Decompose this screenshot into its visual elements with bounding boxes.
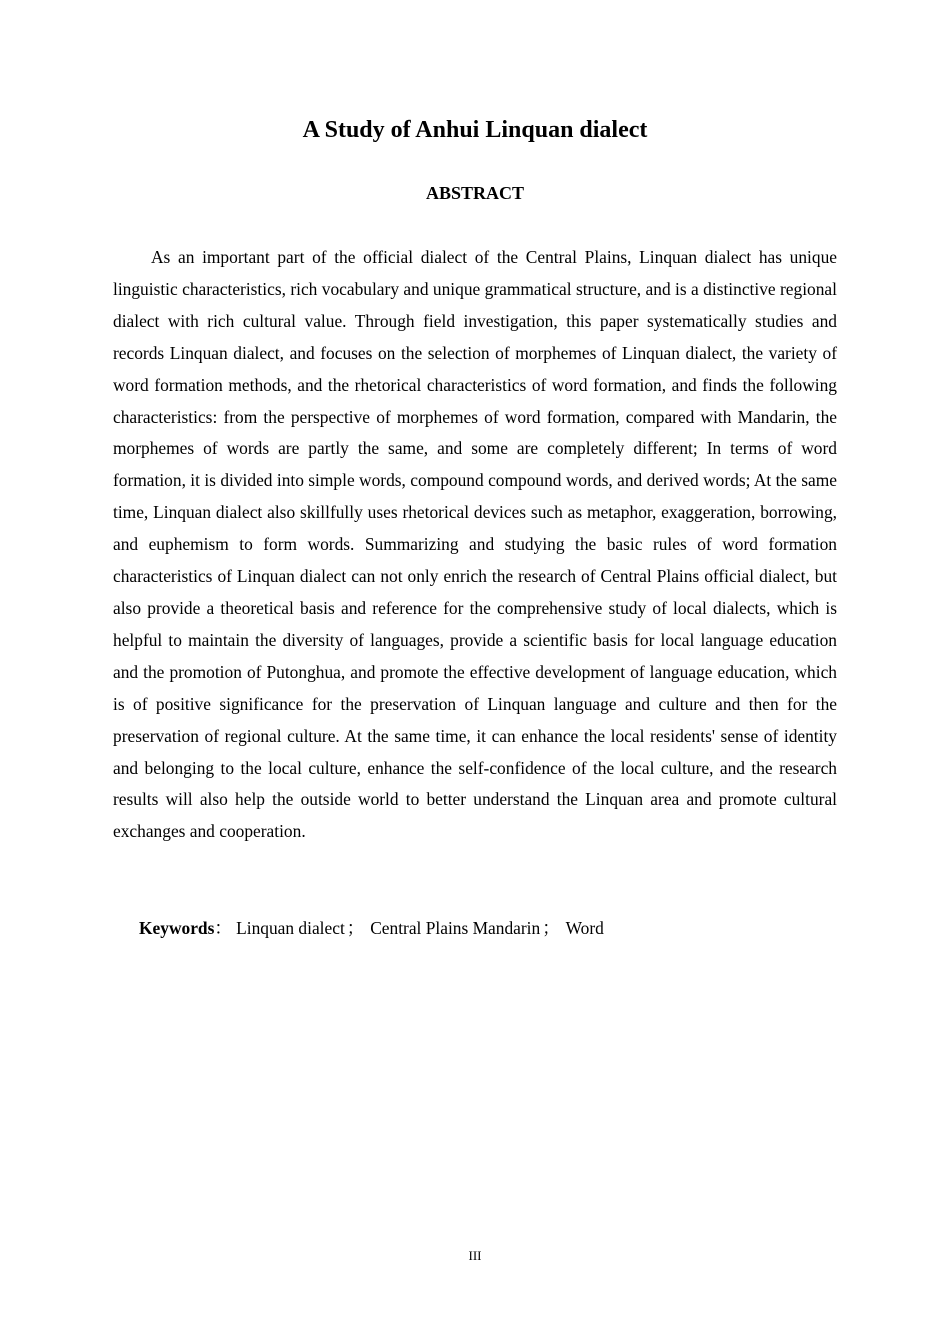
abstract-heading: ABSTRACT	[425, 183, 525, 203]
keywords-label: Keywords	[139, 918, 215, 938]
keyword-separator: ；	[346, 918, 365, 938]
abstract-paragraph: As an important part of the official dialect of the Central Plains, Linquan dialect has unique linguistic characteristics, rich vocabulary and unique grammatical structure, and is a distinctive regional dialect with rich cultural value. Through field investigation, this paper systematically studies and records Linquan dialect, and focuses on the selection of morphemes of Linquan dialect, the variety of word formation methods, and the rhetorical characteristics of word formation, and finds the following characteristics: from the perspective of morphemes of word formation, compared with Mandarin, the morphemes of words are partly the same, and some are completely different; In terms of word formation, it is divided into simple words, compound compound words, and derived words; At the same time, Linquan dialect also skillfully uses rhetorical devices such as metaphor, exaggeration, borrowing, and euphemism to form words. Summarizing and studying the basic rules of word formation characteristics of Linquan dialect can not only enrich the research of Central Plains official dialect, but also provide a theoretical basis and reference for the comprehensive study of local dialects, which is helpful to maintain the diversity of languages, provide a scientific basis for local language education and the promotion of Putonghua, and promote the effective development of language education, which is of positive significance for the preservation of Linquan language and culture and then for the preservation of regional culture. At the same time, it can enhance the local residents' sense of identity and belonging to the local culture, enhance the self-confidence of the local culture, and the research results will also help the outside world to better understand the Linquan area and promote cultural exchanges and cooperation.	[113, 247, 837, 842]
keyword-item: Word	[565, 918, 604, 938]
keywords-line	[139, 914, 839, 942]
keyword-item: Linquan dialect	[236, 918, 345, 938]
document-title: A Study of Anhui Linquan dialect	[302, 117, 648, 143]
keywords-label-separator: ：	[214, 918, 232, 938]
page-number: III	[468, 1248, 482, 1263]
keyword-separator: ；	[542, 918, 560, 938]
keyword-item: Central Plains Mandarin	[370, 918, 541, 938]
